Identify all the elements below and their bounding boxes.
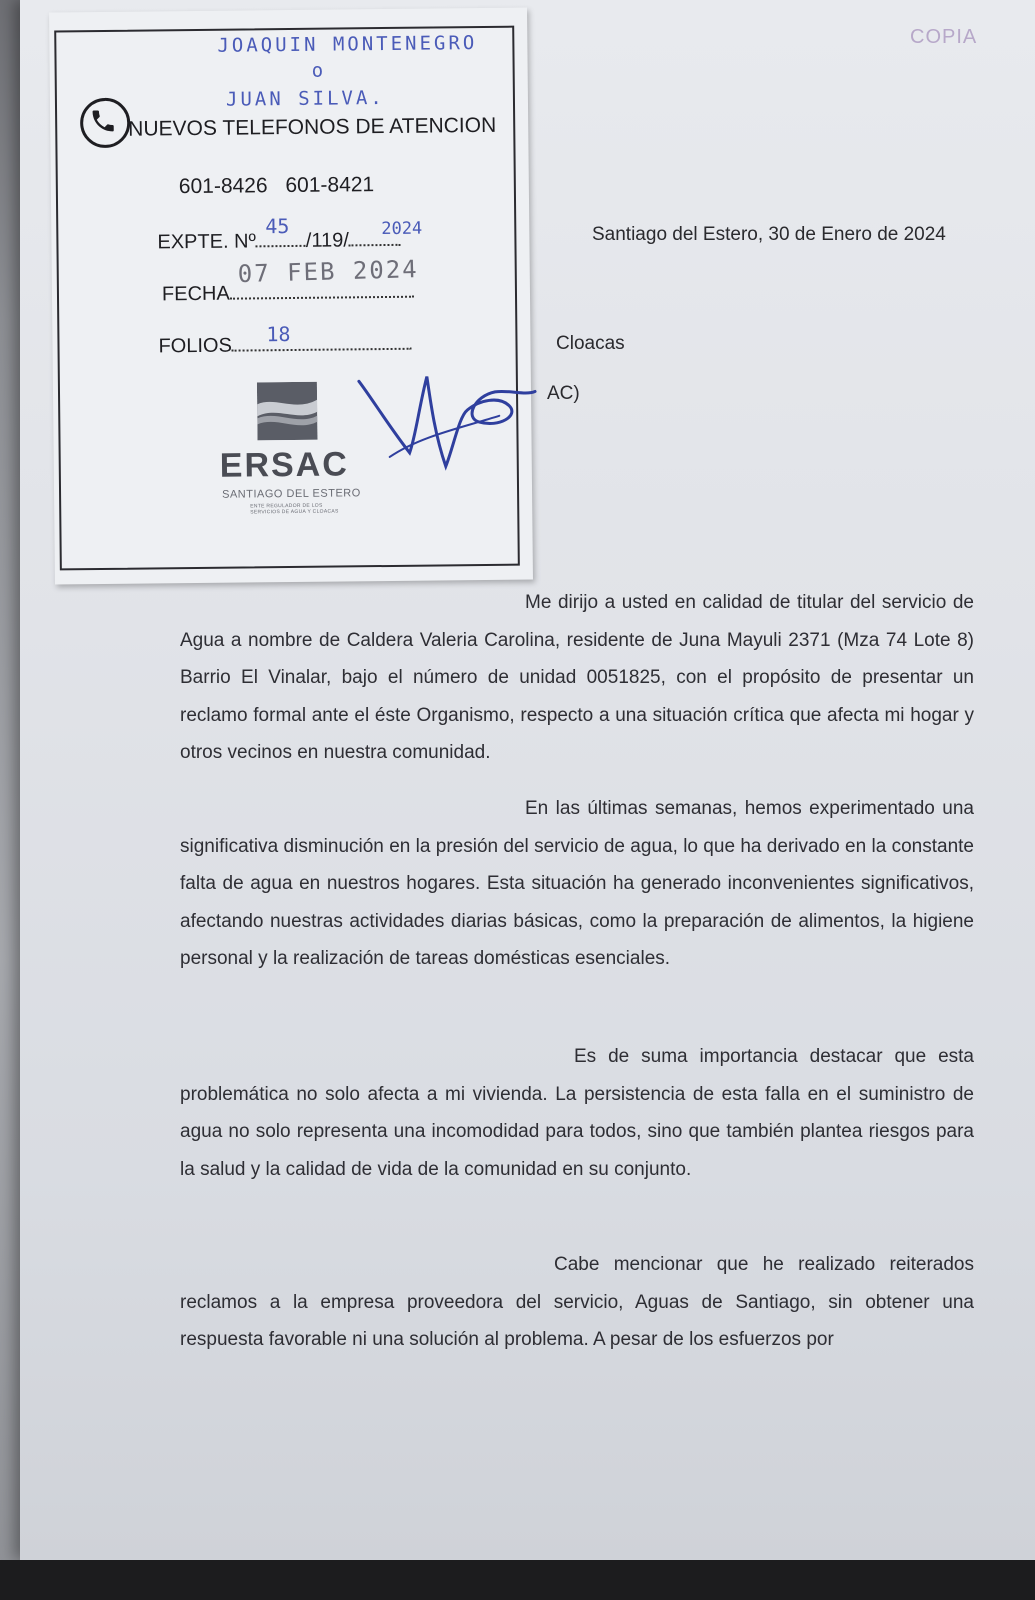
paragraph-1	[180, 584, 974, 772]
handwritten-or: o	[311, 59, 327, 82]
folios-value: 18	[266, 322, 291, 347]
paragraph-1-text: Me dirijo a usted en calidad de titular del servicio de Agua a nombre de Caldera Valeria Carolina, residente de Juna Mayuli 2371 (Mza 74 Lote 8) Barrio El Vinalar, bajo el número de unidad 0051825, con el propósito de presentar un reclamo formal ante el éste Organismo, respecto a una situación crítica que afecta mi hogar y otros vecinos en nuestra comunidad.	[180, 592, 974, 763]
letter-date: Santiago del Estero, 30 de Enero de 2024	[592, 224, 946, 245]
partial-recipient-line-2: AC)	[547, 383, 580, 404]
handwritten-name-2: JUAN SILVA.	[225, 87, 385, 111]
paragraph-3-text: Es de suma importancia destacar que esta problemática no solo afecta a mi vivienda. La persistencia de esta falla en el suministro de agua no solo representa una incomodidad para todos, sino que también plantea riesgos para la salud y la calidad de vida de la comunidad en su conjunto.	[180, 1046, 974, 1180]
expte-number: 45	[265, 214, 290, 239]
fecha-field	[162, 281, 414, 307]
ersac-logo-icon	[257, 382, 318, 441]
fecha-label: FECHA	[161, 282, 230, 306]
reception-stamp	[49, 8, 533, 585]
paragraph-3	[180, 1038, 974, 1188]
stamp-phone-numbers: 601-8426 601-8421	[178, 173, 375, 199]
folios-label: FOLIOS	[158, 334, 232, 358]
expte-label: EXPTE. Nº	[157, 230, 256, 254]
stamp-title: NUEVOS TELEFONOS DE ATENCION	[128, 113, 497, 141]
fecha-stamp: 07 FEB 2024	[237, 255, 420, 289]
logo-location: SANTIAGO DEL ESTERO	[222, 487, 361, 501]
paragraph-4-text: Cabe mencionar que he realizado reiterados reclamos a la empresa proveedora del servicio, Aguas de Santiago, sin obtener una respuesta favorable ni una solución al problema. A pesar de los esfuerzos por	[180, 1254, 974, 1350]
signature-icon	[349, 365, 550, 477]
partial-recipient-line-1: Cloacas	[556, 333, 625, 354]
phone-icon	[80, 98, 131, 149]
expte-year: 2024	[381, 218, 423, 240]
logo-description: ENTE REGULADOR DE LOS SERVICIOS DE AGUA Y CLOACAS	[250, 502, 339, 516]
bottom-edge	[0, 1560, 1035, 1600]
paragraph-2-text: En las últimas semanas, hemos experimentado una significativa disminución en la presión del servicio de agua, lo que ha derivado en la constante falta de agua en nuestros hogares. Esta situación ha generado inconvenientes significativos, afectando nuestras actividades diarias básicas, como la preparación de alimentos, la higiene personal y la realización de tareas domésticas esenciales.	[180, 798, 974, 969]
paragraph-2	[180, 790, 974, 978]
logo-name: ERSAC	[219, 445, 349, 485]
expte-middle: /119/	[305, 229, 349, 252]
copy-mark: COPIA	[910, 26, 978, 48]
paragraph-4	[180, 1246, 974, 1359]
handwritten-name-1: JOAQUIN MONTENEGRO	[217, 32, 478, 57]
